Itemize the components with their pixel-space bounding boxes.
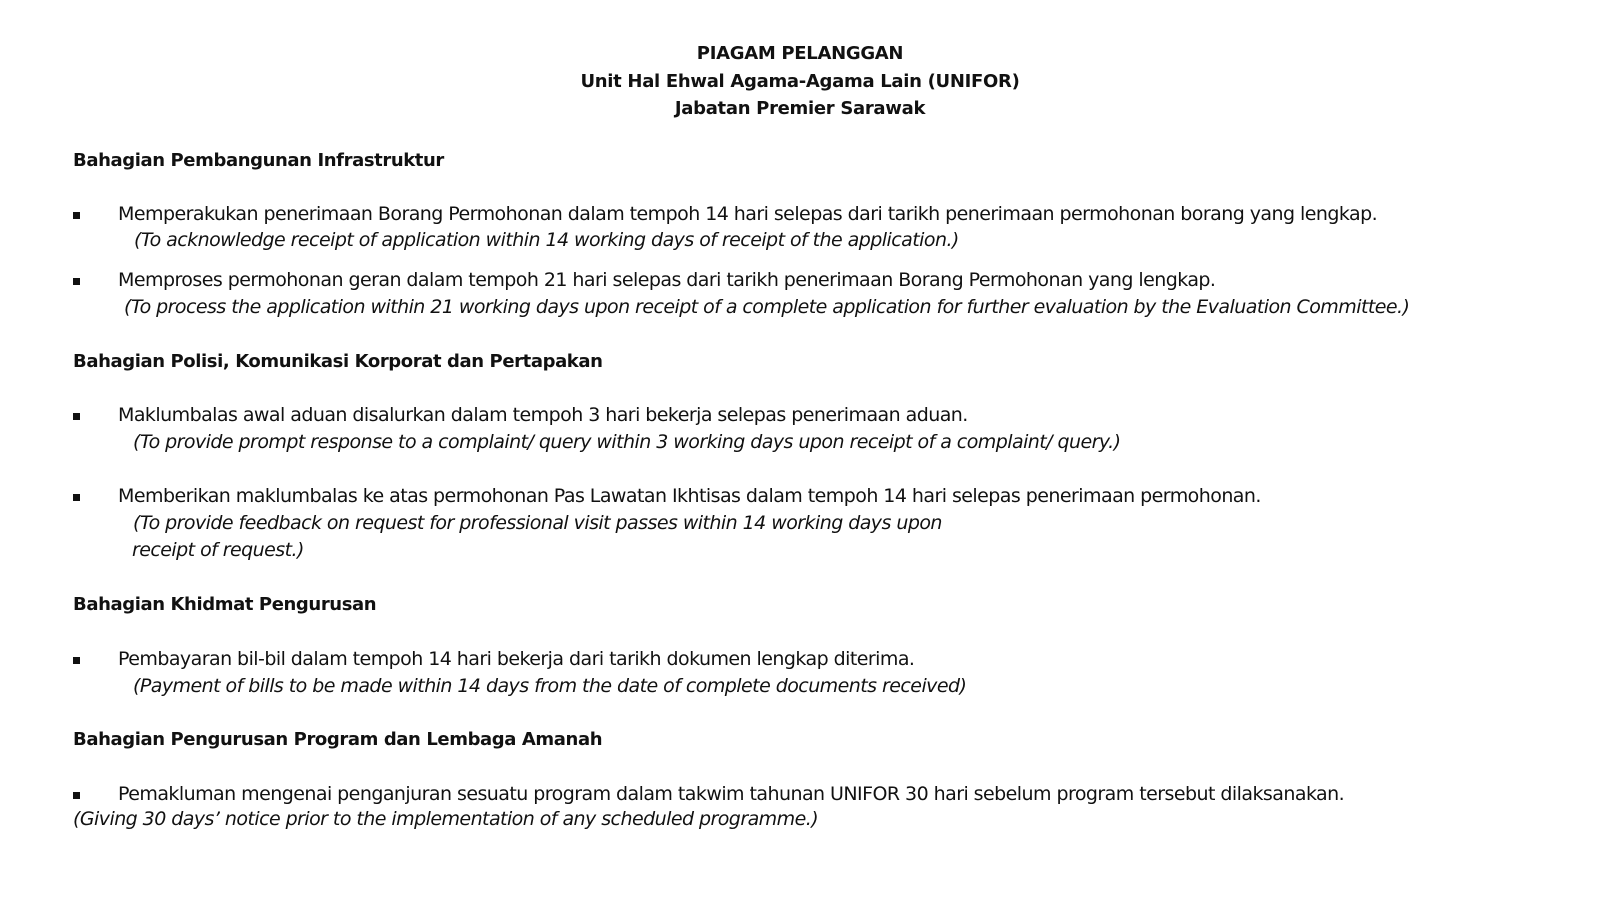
charter-item-english: receipt of request.) — [132, 539, 304, 561]
bullet-icon — [73, 657, 80, 664]
charter-item-malay: Memproses permohonan geran dalam tempoh 21 hari selepas dari tarikh penerimaan Borang Permohonan yang lengkap. — [118, 269, 1216, 291]
charter-item-english: (To provide feedback on request for professional visit passes within 14 working days upon — [133, 512, 942, 534]
charter-item-malay: Memperakukan penerimaan Borang Permohonan dalam tempoh 14 hari selepas dari tarikh penerimaan permohonan borang yang lengkap. — [118, 203, 1378, 225]
charter-item-malay: Pemakluman mengenai penganjuran sesuatu program dalam takwim tahunan UNIFOR 30 hari sebelum program tersebut dilaksanakan. — [118, 783, 1345, 805]
bullet-icon — [73, 413, 80, 420]
charter-item-english: (Giving 30 days’ notice prior to the implementation of any scheduled programme.) — [73, 808, 819, 830]
document-title: PIAGAM PELANGGAN — [696, 43, 904, 64]
bullet-icon — [73, 278, 80, 285]
bullet-icon — [73, 212, 80, 219]
charter-item-malay: Maklumbalas awal aduan disalurkan dalam tempoh 3 hari bekerja selepas penerimaan aduan. — [118, 404, 968, 426]
charter-item-english: (To provide prompt response to a complaint/ query within 3 working days upon receipt of a complaint/ query.) — [133, 431, 1121, 453]
charter-item-english: (To process the application within 21 working days upon receipt of a complete application for further evaluation by the Evaluation Committee.) — [124, 296, 1410, 318]
charter-item-english: (Payment of bills to be made within 14 days from the date of complete documents received) — [133, 675, 967, 697]
section-heading: Bahagian Pembangunan Infrastruktur — [73, 150, 444, 171]
charter-item-malay: Memberikan maklumbalas ke atas permohonan Pas Lawatan Ikhtisas dalam tempoh 14 hari selepas penerimaan permohonan. — [118, 485, 1261, 507]
charter-item-malay: Pembayaran bil-bil dalam tempoh 14 hari bekerja dari tarikh dokumen lengkap diterima. — [118, 648, 915, 670]
section-heading: Bahagian Khidmat Pengurusan — [73, 594, 377, 615]
unit-name: Unit Hal Ehwal Agama-Agama Lain (UNIFOR) — [580, 71, 1020, 92]
section-heading: Bahagian Pengurusan Program dan Lembaga Amanah — [73, 729, 603, 750]
charter-item-english: (To acknowledge receipt of application within 14 working days of receipt of the application.) — [134, 229, 959, 251]
bullet-icon — [73, 792, 80, 799]
department-name: Jabatan Premier Sarawak — [674, 98, 926, 119]
bullet-icon — [73, 494, 80, 501]
section-heading: Bahagian Polisi, Komunikasi Korporat dan Pertapakan — [73, 351, 603, 372]
